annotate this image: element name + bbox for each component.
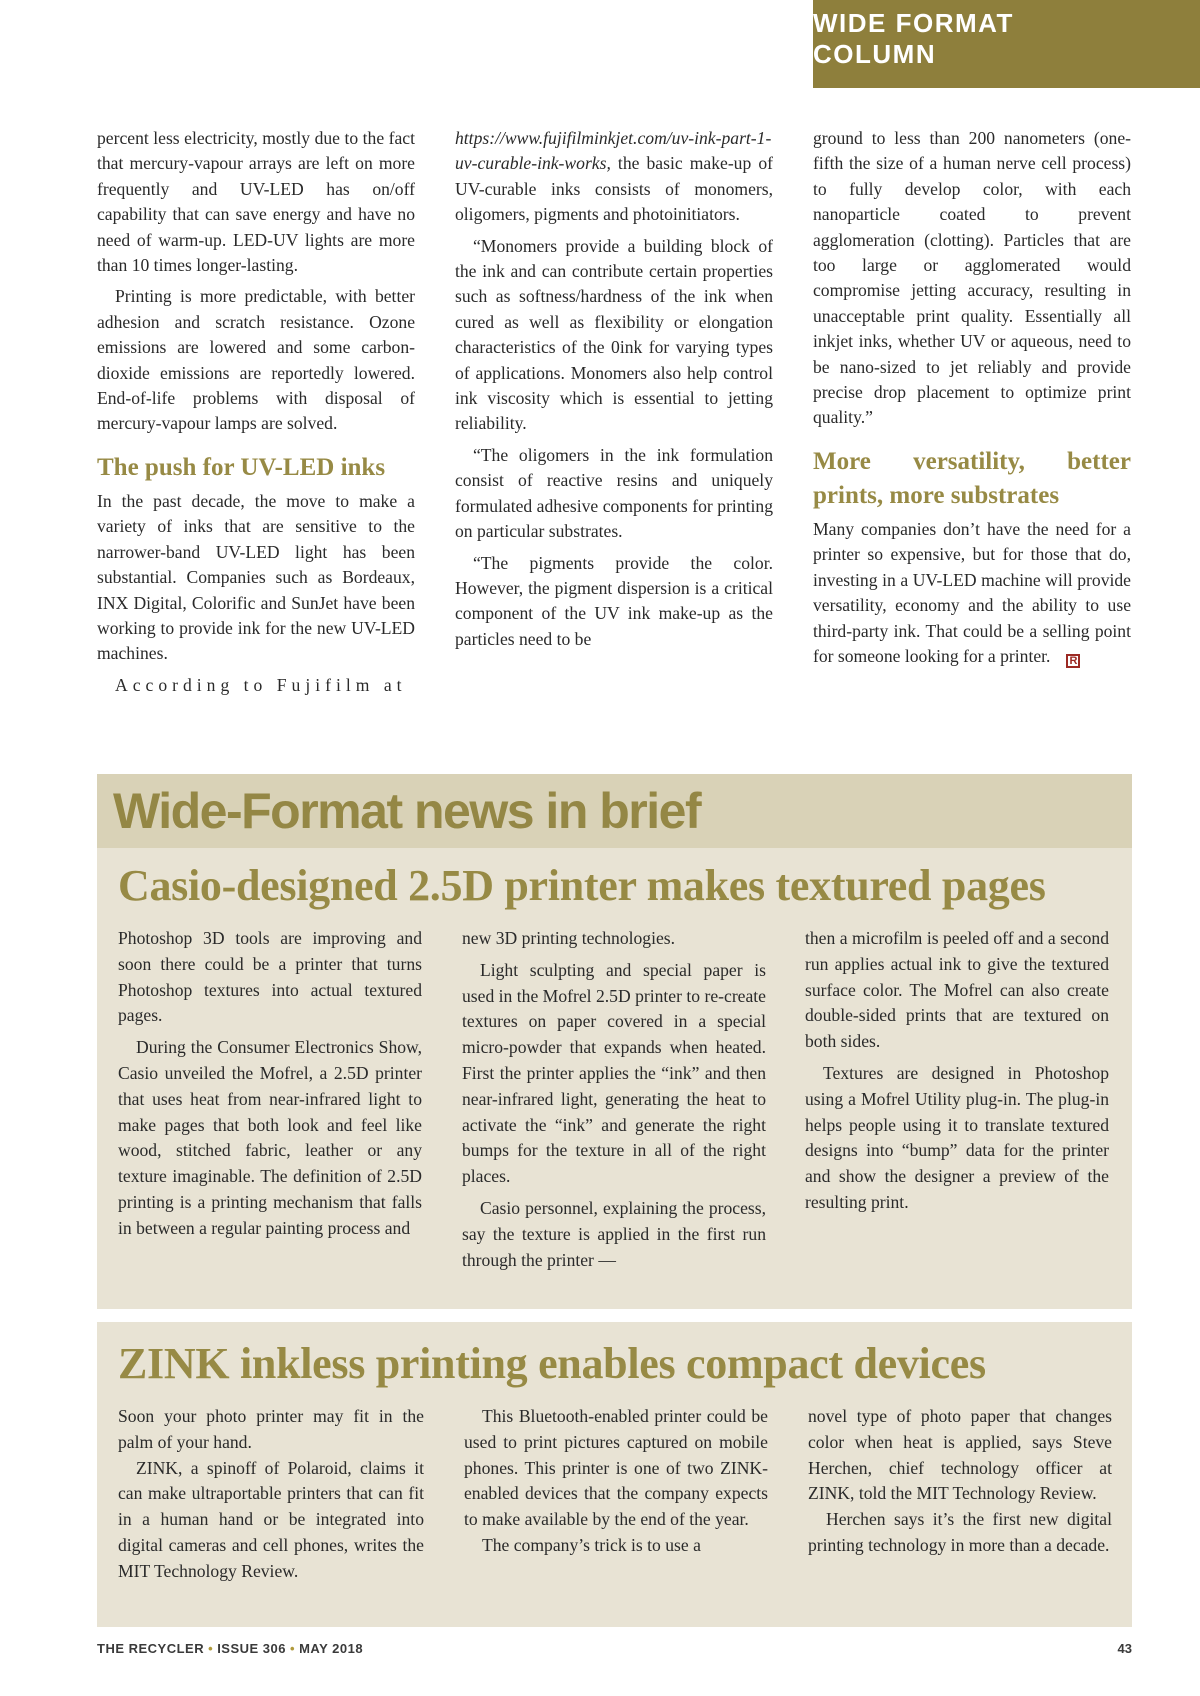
- paragraph-text: Many companies don’t have the need for a printer so expensive, but for those that do, investing in a UV-LED machine will provide versatility, economy and the ability to use third-party ink. That could be a selling point for someone looking for a printer.: [813, 518, 1131, 666]
- paragraph: new 3D printing technologies.: [462, 928, 676, 948]
- separator-dot: •: [208, 1641, 214, 1656]
- issue-date: MAY 2018: [299, 1641, 364, 1656]
- news-column: [805, 926, 1109, 1216]
- news-column: [118, 1404, 424, 1585]
- paragraph: Printing is more predictable, with better adhesion and scratch resistance. Ozone emissions are lowered and some carbon-dioxide emissions are reportedly lowered. End-of-life problems with disposal of mercury-vapour lamps are solved.: [97, 286, 415, 434]
- paragraph: ground to less than 200 nanometers (one-fifth the size of a human nerve cell process) to fully develop color, with each nanoparticle coated to prevent agglomeration (clotting). Particles that are too large or agglomerated would compromise jetting accuracy, resulting in unacceptable print quality. Essentially all inkjet inks, whether UV or aqueous, need to be nano-sized to jet reliably and provide precise drop placement to optimize print quality.”: [813, 128, 1131, 428]
- news-column: [118, 926, 422, 1242]
- source-url: https://www.fujifilminkjet.com/uv-ink-part-1-uv-curable-ink-works,: [455, 128, 772, 174]
- issue-number: ISSUE 306: [217, 1641, 287, 1656]
- article-column-3: [813, 126, 1131, 669]
- section-heading: The push for UV-LED inks: [97, 453, 386, 481]
- paragraph: The company’s trick is to use a: [482, 1534, 701, 1555]
- paragraph: [455, 126, 773, 228]
- news-header-title: Wide-Format news in brief: [113, 783, 701, 839]
- paragraph: This Bluetooth-enabled printer could be used to print pictures captured on mobile phones. This printer is one of two ZINK-enabled devices that the company expects to make available by the end of the year.: [464, 1406, 768, 1530]
- separator-dot: •: [290, 1641, 296, 1656]
- publication-name: THE RECYCLER: [97, 1641, 205, 1656]
- news-column: [808, 1404, 1112, 1559]
- article-column-2: [455, 126, 773, 652]
- footer-publication: [97, 1641, 363, 1656]
- end-of-article-icon: R: [1066, 654, 1080, 668]
- paragraph: [813, 517, 1131, 669]
- paragraph: In the past decade, the move to make a variety of inks that are sensitive to the narrower-band UV-LED light has been substantial. Companies such as Bordeaux, INX Digital, Colorific and SunJet have been working to provide ink for the new UV-LED machines.: [97, 490, 415, 664]
- article-column-1: [97, 126, 415, 698]
- news-column: [464, 1404, 768, 1559]
- paragraph: Photoshop 3D tools are improving and soon there could be a printer that turns Photoshop textures into actual textured pages.: [118, 928, 422, 1026]
- paragraph: Casio personnel, explaining the process, say the texture is applied in the first run through the printer —: [462, 1197, 766, 1270]
- section-label: WIDE FORMAT COLUMN: [813, 0, 1200, 88]
- section-heading: More versatility, better prints, more substrates: [813, 447, 1131, 509]
- paragraph: “The oligomers in the ink formulation consist of reactive resins and uniquely formulated adhesive components for printing on particular substrates.: [455, 444, 773, 542]
- paragraph: Textures are designed in Photoshop using a Mofrel Utility plug-in. The plug-in helps people using it to translate textured designs into “bump” data for the printer and show the designer a preview of the resulting print.: [805, 1062, 1109, 1212]
- paragraph: Soon your photo printer may fit in the palm of your hand.: [118, 1406, 424, 1452]
- paragraph: ZINK, a spinoff of Polaroid, claims it can make ultraportable printers that can fit in a human hand or be integrated into digital cameras and cell phones, writes the MIT Technology Review.: [118, 1457, 424, 1581]
- paragraph: then a microfilm is peeled off and a second run applies actual ink to give the textured surface color. The Mofrel can also create double-sided prints that are textured on both sides.: [805, 928, 1109, 1052]
- paragraph: According to Fujifilm at: [115, 674, 407, 695]
- news-item-title: ZINK inkless printing enables compact devices: [118, 1339, 986, 1388]
- news-column: [462, 926, 766, 1273]
- page-number: 43: [1117, 1641, 1132, 1656]
- paragraph-text: the basic make-up of UV-curable inks consists of monomers, oligomers, pigments and photoinitiators.: [455, 153, 773, 225]
- paragraph: percent less electricity, mostly due to the fact that mercury-vapour arrays are left on more frequently and UV-LED has on/off capability that can save energy and have no need of warm-up. LED-UV lights are more than 10 times longer-lasting.: [97, 128, 415, 276]
- paragraph: Light sculpting and special paper is used in the Mofrel 2.5D printer to re-create textures on paper covered in a special micro-powder that expands when heated. First the printer applies the “ink” and then near-infrared light, generating the heat to activate the “ink” and generate the right bumps for the texture in all of the right places.: [462, 959, 766, 1187]
- paragraph: During the Consumer Electronics Show, Casio unveiled the Mofrel, a 2.5D printer that uses heat from near-infrared light to make pages that both look and feel like wood, stitched fabric, leather or any texture imaginable. The definition of 2.5D printing is a printing mechanism that falls in between a regular painting process and: [118, 1037, 422, 1238]
- paragraph: “The pigments provide the color. However, the pigment dispersion is a critical component of the UV ink make-up as the particles need to be: [455, 552, 773, 649]
- paragraph: “Monomers provide a building block of the ink and can contribute certain properties such as softness/hardness of the ink when cured as well as flexibility or elongation characteristics of the 0ink for varying types of applications. Monomers also help control ink viscosity which is essential to jetting reliability.: [455, 235, 773, 434]
- news-item-title: Casio-designed 2.5D printer makes textured pages: [118, 861, 1046, 910]
- paragraph: Herchen says it’s the first new digital printing technology in more than a decade.: [808, 1509, 1112, 1555]
- paragraph: novel type of photo paper that changes color when heat is applied, says Steve Herchen, chief technology officer at ZINK, told the MIT Technology Review.: [808, 1406, 1112, 1504]
